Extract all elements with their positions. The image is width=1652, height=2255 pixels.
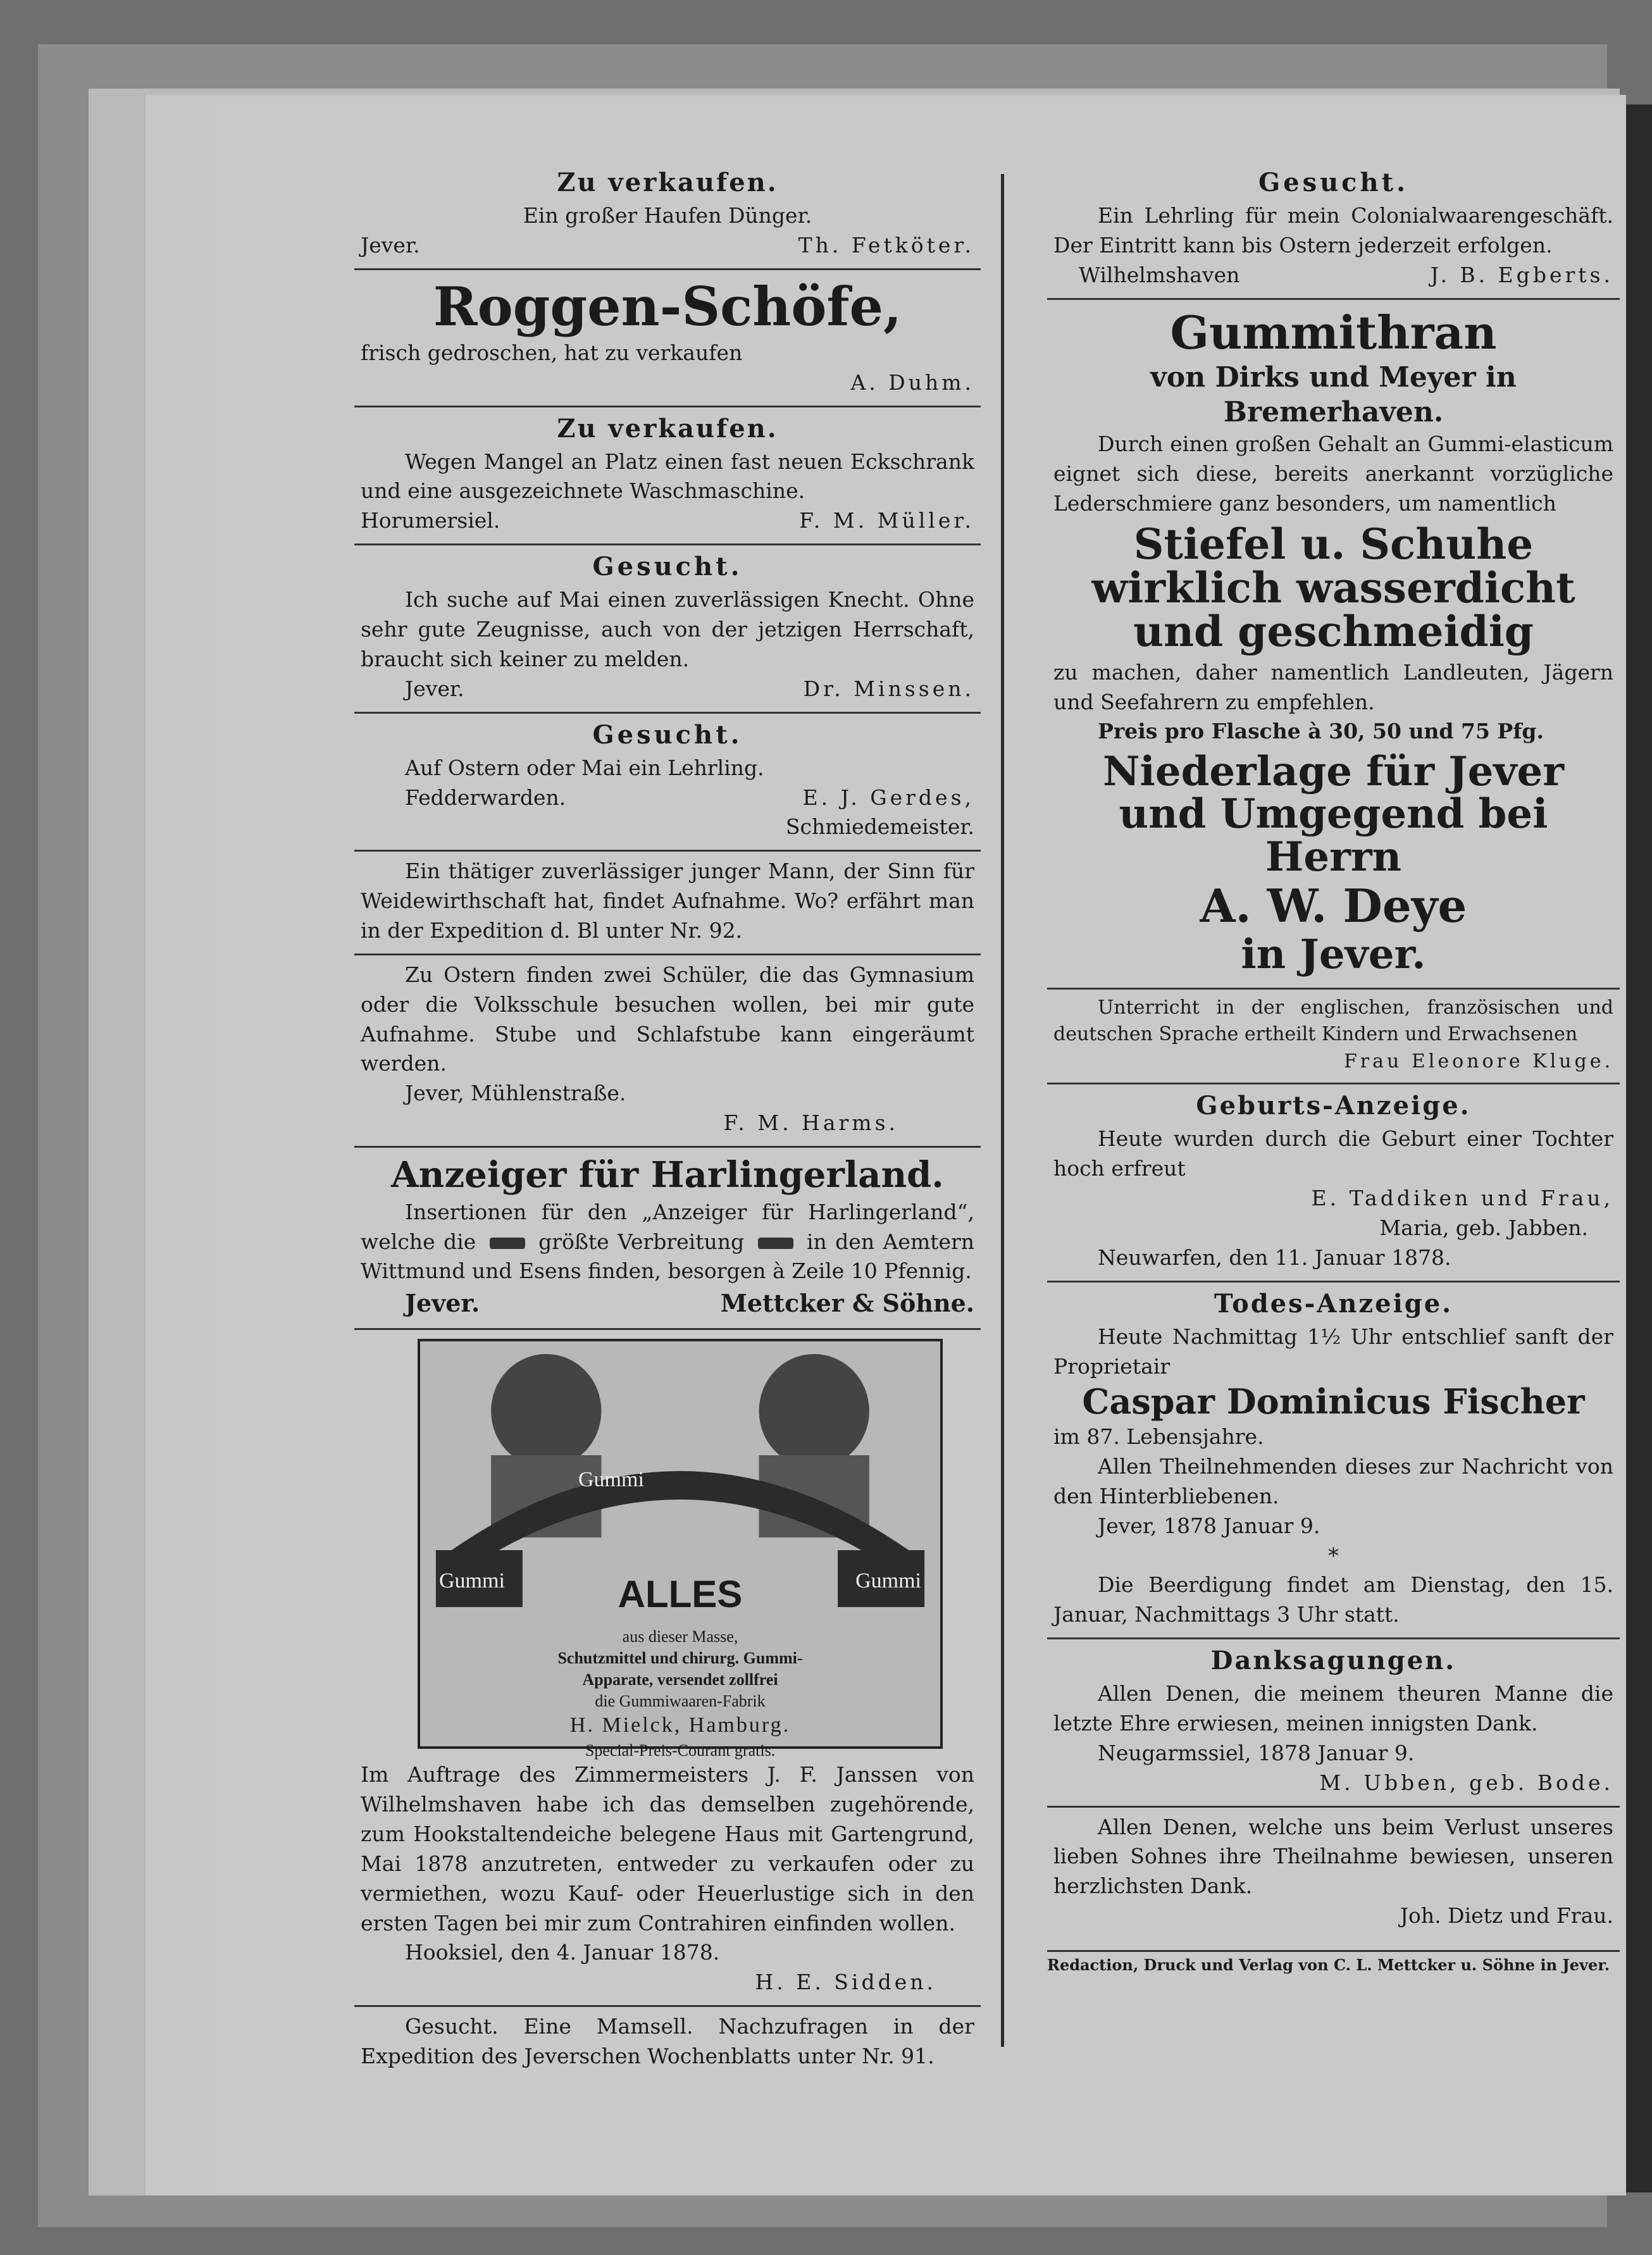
ad-signature bbox=[361, 506, 974, 536]
ad-text: Durch einen großen Gehalt an Gummi-elasticum eignet sich diese, bereits anerkannt vorzügliche Lederschmiere ganz besonders, um namentlich bbox=[1053, 432, 1613, 516]
ad-signature bbox=[361, 674, 974, 704]
ad-text: Allen Theilnehmenden dieses zur Nachricht von den Hinterbliebenen. bbox=[1053, 1454, 1613, 1508]
ad-text: Heute wurden durch die Geburt einer Tochter hoch erfreut bbox=[1053, 1126, 1613, 1181]
image-caption bbox=[420, 1626, 940, 1761]
ad-colonialwaaren bbox=[1047, 161, 1620, 300]
ad-place: Fedderwarden. bbox=[405, 785, 566, 810]
ad-signature bbox=[361, 783, 974, 813]
newspaper-page bbox=[209, 104, 1626, 2192]
ad-name: Dr. Minssen. bbox=[803, 676, 974, 701]
ad-signature bbox=[1053, 261, 1613, 290]
ad-text: Ein Lehrling für mein Colonialwaarengeschäft. Der Eintritt kann bis Ostern jederzeit erfolgen. bbox=[1053, 203, 1613, 258]
ad-text: Auf Ostern oder Mai ein Lehrling. bbox=[405, 755, 764, 780]
right-column bbox=[1047, 161, 1620, 1974]
caption-line: H. Mielck, Hamburg. bbox=[569, 1713, 791, 1737]
ad-text-part1: Insertionen für den „Anzeiger für Harlingerland“, welche die bbox=[361, 1199, 974, 1254]
ad-haus bbox=[354, 1755, 981, 2007]
ad-place: Wilhelmshaven bbox=[1079, 262, 1240, 287]
ad-signature bbox=[361, 1286, 974, 1320]
ad-text-part2: größte Verbreitung bbox=[538, 1229, 745, 1254]
ad-heading: Gesucht. bbox=[1258, 168, 1409, 197]
ad-text: Im Auftrage des Zimmermeisters J. F. Janssen von Wilhelmshaven habe ich das demselben zugehörende, zum Hookstaltendeiche belegene Haus mit Gartengrund, Mai 1878 anzutreten, entweder zu verkaufen oder zu vermiethen, wozu Kauf- oder Heuerlustige sich in den ersten Tagen bei mir zum Contrahiren einfinden wollen. bbox=[361, 1762, 974, 1935]
ad-price: Preis pro Flasche à 30, 50 und 75 Pfg. bbox=[1098, 719, 1544, 744]
ad-name: M. Ubben, geb. Bode. bbox=[1319, 1770, 1613, 1795]
ad-name: H. E. Sidden. bbox=[755, 1970, 936, 1995]
ad-knecht bbox=[354, 545, 981, 713]
ad-roggen bbox=[354, 270, 981, 407]
ad-name: Th. Fetköter. bbox=[798, 232, 974, 258]
column-divider bbox=[1001, 174, 1004, 2047]
ad-headline: Stiefel u. Schuhe wirklich wasserdicht und geschmeidig bbox=[1091, 519, 1575, 657]
ad-heading: Anzeiger für Harlingerland. bbox=[391, 1153, 944, 1196]
ad-heading: Gesucht. bbox=[592, 552, 743, 582]
ad-place: Jever. bbox=[405, 676, 464, 701]
ad-name: J. B. Egberts. bbox=[1430, 262, 1613, 287]
ad-dealer: A. W. Deye bbox=[1200, 878, 1467, 933]
ad-mamsell bbox=[354, 2007, 981, 2079]
ad-text: zu machen, daher namentlich Landleuten, Jägern und Seefahrern zu empfehlen. bbox=[1053, 659, 1613, 714]
ad-name: E. J. Gerdes, bbox=[802, 785, 974, 810]
ad-todes bbox=[1047, 1283, 1620, 1640]
ad-text: Gesucht. Eine Mamsell. Nachzufragen in der Expedition des Jeverschen Wochenblatts unter Nr. 91. bbox=[361, 2014, 974, 2068]
ad-name: Mettcker & Söhne. bbox=[720, 1289, 974, 1318]
ad-heading: Gesucht. bbox=[592, 719, 743, 750]
pointing-hand-icon bbox=[490, 1238, 525, 1249]
ad-unterricht bbox=[1047, 990, 1620, 1085]
ad-name: Frau Eleonore Kluge. bbox=[1343, 1050, 1613, 1072]
ad-text: Die Beerdigung findet am Dienstag, den 15. Januar, Nachmittags 3 Uhr statt. bbox=[1053, 1572, 1613, 1627]
ad-title: Schmiedemeister. bbox=[785, 814, 974, 840]
ad-text-part3: in den Aemtern Wittmund und Esens finden, besorgen à Zeile 10 Pfennig. bbox=[361, 1229, 974, 1284]
caption-line: Special-Preis-Courant gratis. bbox=[585, 1741, 776, 1760]
arch-label: Gummi bbox=[578, 1468, 644, 1492]
ad-text: Ich suche auf Mai einen zuverlässigen Knecht. Ohne sehr gute Zeugnisse, auch von der jetzigen Herrschaft, braucht sich keiner zu melden. bbox=[361, 587, 974, 671]
ad-date: Jever, 1878 Januar 9. bbox=[1098, 1513, 1320, 1538]
ad-text: Ein thätiger zuverlässiger junger Mann, der Sinn für Weidewirthschaft hat, findet Aufnahme. Wo? erfährt man in der Expedition d. Bl unter Nr. 92. bbox=[361, 859, 974, 943]
ad-name: F. M. Harms. bbox=[723, 1110, 898, 1136]
ad-date: Neuwarfen, den 11. Januar 1878. bbox=[1098, 1245, 1451, 1270]
ad-heading: Danksagungen. bbox=[1210, 1646, 1456, 1676]
ad-eckschrank bbox=[354, 407, 981, 546]
ad-text bbox=[361, 1198, 974, 1287]
pointing-hand-icon bbox=[758, 1238, 793, 1249]
ad-place: Jever. bbox=[361, 232, 420, 258]
ad-heading: Geburts-Anzeige. bbox=[1196, 1091, 1471, 1121]
ad-text: Heute Nachmittag 1½ Uhr entschlief sanft der Proprietair bbox=[1053, 1324, 1613, 1379]
right-label: Gummi bbox=[855, 1569, 921, 1593]
ad-text: Ein großer Haufen Dünger. bbox=[523, 203, 812, 228]
ad-heading: Roggen-Schöfe, bbox=[433, 275, 902, 338]
left-label: Gummi bbox=[439, 1569, 505, 1593]
ad-signature bbox=[361, 231, 974, 261]
ad-schueler bbox=[354, 955, 981, 1148]
ad-duenger bbox=[354, 161, 981, 270]
ad-heading: Gummithran bbox=[1170, 305, 1497, 359]
ad-heading: Zu verkaufen. bbox=[557, 168, 778, 197]
scan-dark-edge bbox=[1626, 104, 1652, 2192]
ad-age: im 87. Lebensjahre. bbox=[1053, 1424, 1264, 1450]
imprint-footer: Redaction, Druck und Verlag von C. L. Mettcker u. Söhne in Jever. bbox=[1047, 1950, 1620, 1974]
ad-text: Wegen Mangel an Platz einen fast neuen Eckschrank und eine ausgezeichnete Waschmaschine. bbox=[361, 449, 974, 504]
ad-name: E. Taddiken und Frau, bbox=[1311, 1186, 1613, 1211]
caption-line: aus dieser Masse, bbox=[622, 1627, 738, 1646]
ad-place: Jever. bbox=[405, 1289, 480, 1318]
ad-place: Horumersiel. bbox=[361, 508, 500, 533]
ad-place: Jever, Mühlenstraße. bbox=[405, 1081, 626, 1106]
ad-depot: Niederlage für Jever und Umgegend bei Herrn bbox=[1103, 748, 1564, 881]
ad-text: Allen Denen, die meinem theuren Manne die letzte Ehre erwiesen, meinen innigsten Dank. bbox=[1053, 1681, 1613, 1736]
ad-star: * bbox=[1328, 1543, 1339, 1568]
ad-harlingerland bbox=[354, 1148, 981, 1330]
ad-dank-sohn bbox=[1047, 1808, 1620, 1939]
ad-date: Neugarmssiel, 1878 Januar 9. bbox=[1098, 1740, 1415, 1765]
ad-text: Unterricht in der englischen, französischen und deutschen Sprache ertheilt Kindern und Erwachsenen bbox=[1053, 996, 1613, 1046]
ad-name: A. Duhm. bbox=[850, 370, 974, 395]
ad-geburt bbox=[1047, 1084, 1620, 1282]
ad-lehrling bbox=[354, 714, 981, 852]
ad-text: Allen Denen, welche uns beim Verlust unseres lieben Sohnes ihre Theilnahme bewiesen, unseren herzlichsten Dank. bbox=[1053, 1814, 1613, 1899]
alles-text: ALLES bbox=[618, 1573, 743, 1616]
caption-line: Schutzmittel und chirurg. Gummi- bbox=[557, 1649, 803, 1667]
ad-text: Zu Ostern finden zwei Schüler, die das Gymnasium oder die Volksschule besuchen wollen, bei mir gute Aufnahme. Stube und Schlafstube kann eingeräumt werden. bbox=[361, 962, 974, 1076]
ad-heading: Zu verkaufen. bbox=[557, 413, 778, 444]
gummi-advertisement-image bbox=[418, 1339, 943, 1760]
ad-text: frisch gedroschen, hat zu verkaufen bbox=[361, 340, 743, 365]
caption-line: die Gummiwaaren-Fabrik bbox=[595, 1691, 766, 1710]
ad-heading: Todes-Anzeige. bbox=[1214, 1288, 1453, 1319]
ad-name: Joh. Dietz und Frau. bbox=[1400, 1903, 1613, 1929]
left-column bbox=[354, 161, 981, 2079]
caption-line: Apparate, versendet zollfrei bbox=[582, 1670, 778, 1689]
ad-junger-mann bbox=[354, 852, 981, 955]
ad-gummithran bbox=[1047, 300, 1620, 990]
ad-name: Maria, geb. Jabben. bbox=[1379, 1215, 1588, 1240]
ad-name: F. M. Müller. bbox=[799, 508, 974, 533]
ad-subheading: von Dirks und Meyer in Bremerhaven. bbox=[1150, 361, 1517, 429]
ad-deceased-name: Caspar Dominicus Fischer bbox=[1082, 1381, 1585, 1422]
ad-danksagung bbox=[1047, 1639, 1620, 1807]
ad-date: Hooksiel, den 4. Januar 1878. bbox=[405, 1940, 720, 1965]
ad-town: in Jever. bbox=[1241, 931, 1426, 979]
